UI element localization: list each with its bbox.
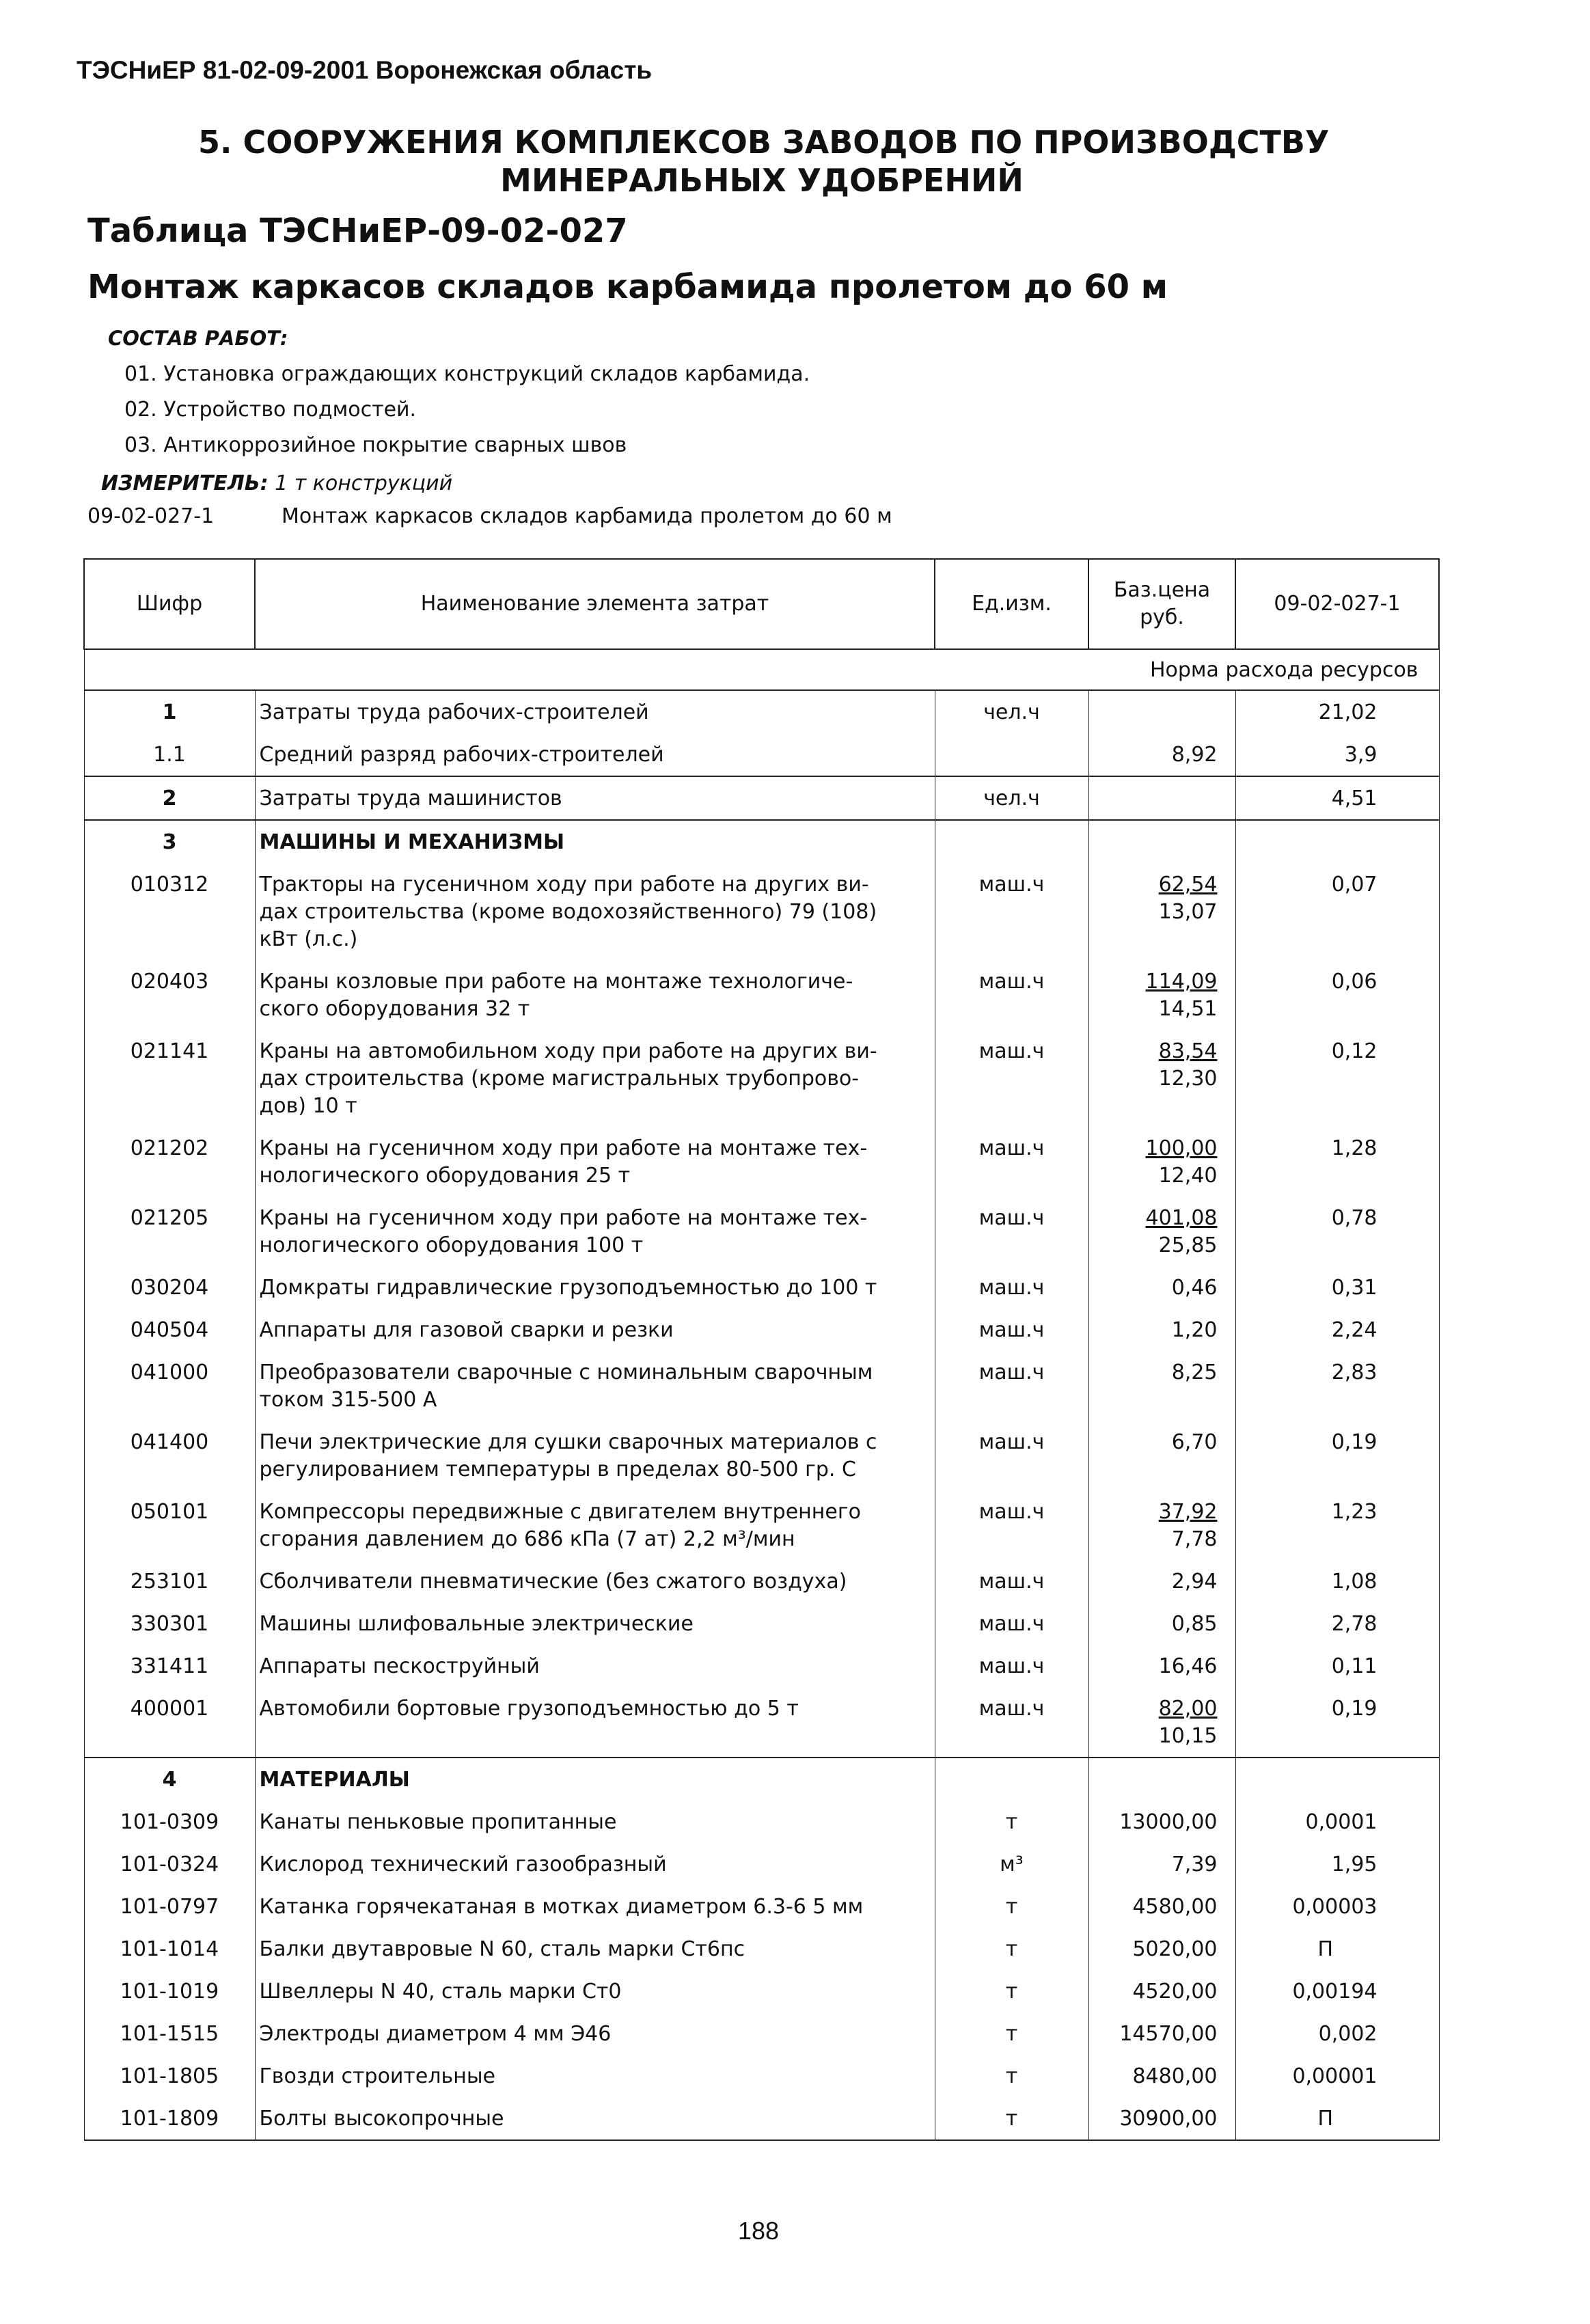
- price-base: 0,85: [1171, 1612, 1218, 1636]
- cell-norm: 3,9: [1235, 733, 1439, 776]
- cell-name-line: регулированием температуры в пределах 80-500 гр. С: [259, 1458, 856, 1481]
- cell-price: [1088, 1602, 1235, 1645]
- cell-name: [255, 1127, 935, 1197]
- price-base: 7,78: [1171, 1527, 1218, 1551]
- cell-name-line: нологического оборудования 25 т: [259, 1164, 631, 1188]
- cell-norm: 1,08: [1235, 1560, 1439, 1602]
- cell-name: [255, 1560, 935, 1602]
- table-row: [84, 1197, 1439, 1266]
- cell-unit: [935, 733, 1088, 776]
- cell-code: 101-1019: [84, 1970, 255, 2012]
- price-current: 100,00: [1145, 1136, 1218, 1160]
- cell-name-line: дах строительства (кроме водохозяйственного) 79 (108): [259, 900, 877, 924]
- cell-price: [1088, 1560, 1235, 1602]
- cell-name-line: кВт (л.с.): [259, 927, 358, 951]
- cell-norm: 0,0001: [1235, 1801, 1439, 1843]
- cell-unit: т: [935, 1928, 1088, 1970]
- materials-section-row: [84, 1758, 1439, 1801]
- table-row: [84, 1970, 1439, 2012]
- cell-norm: 0,19: [1235, 1687, 1439, 1758]
- cell-price: [1088, 1309, 1235, 1351]
- cell-name-line: Домкраты гидравлические грузоподъемностью до 100 т: [259, 1276, 877, 1300]
- cell-unit: т: [935, 1970, 1088, 2012]
- cell-unit: маш.ч: [935, 960, 1088, 1030]
- cell-name: Канаты пеньковые пропитанные: [255, 1801, 935, 1843]
- cell-norm: П: [1235, 1928, 1439, 1970]
- cell-code: 040504: [84, 1309, 255, 1351]
- cell-price: 4520,00: [1088, 1970, 1235, 2012]
- cell-price: [1088, 1687, 1235, 1758]
- cell-norm: 0,002: [1235, 2012, 1439, 2055]
- cell-unit: т: [935, 1801, 1088, 1843]
- cell-name: Затраты труда рабочих-строителей: [255, 690, 935, 733]
- cell-norm: 0,31: [1235, 1266, 1439, 1309]
- cell-unit: маш.ч: [935, 1687, 1088, 1758]
- cell-code: 1.1: [84, 733, 255, 776]
- cell-norm: 0,19: [1235, 1421, 1439, 1490]
- section-title: МАТЕРИАЛЫ: [255, 1758, 935, 1801]
- table-row: [84, 1801, 1439, 1843]
- cell-name-line: Преобразователи сварочные с номинальным сварочным: [259, 1361, 873, 1384]
- cell-name-line: дах строительства (кроме магистральных трубопрово-: [259, 1067, 860, 1091]
- table-row: [84, 1560, 1439, 1602]
- cell-name: [255, 1030, 935, 1127]
- cell-code: 2: [84, 776, 255, 820]
- col-header-unit: Ед.изм.: [935, 559, 1088, 649]
- cell-name: [255, 1645, 935, 1687]
- section-code: 3: [84, 820, 255, 863]
- price-base: 12,30: [1158, 1067, 1218, 1091]
- cell-norm: 0,78: [1235, 1197, 1439, 1266]
- price-base: 16,46: [1158, 1654, 1218, 1678]
- cell-price: 30900,00: [1088, 2097, 1235, 2140]
- cell-price: 7,39: [1088, 1843, 1235, 1885]
- norm-caption: Норма расхода ресурсов: [84, 649, 1439, 690]
- price-base: 1,20: [1171, 1318, 1218, 1342]
- table-row: [84, 1309, 1439, 1351]
- cell-name-line: Сболчиватели пневматические (без сжатого воздуха): [259, 1570, 847, 1594]
- works-list: [124, 362, 810, 469]
- cell-name: Средний разряд рабочих-строителей: [255, 733, 935, 776]
- page-number: 188: [737, 2217, 780, 2245]
- table-row: [84, 1030, 1439, 1127]
- cell-code: 101-1805: [84, 2055, 255, 2097]
- price-base: 13,07: [1158, 900, 1218, 924]
- cell-name-line: током 315-500 А: [259, 1388, 437, 1412]
- section-title-line2: МИНЕРАЛЬНЫХ УДОБРЕНИЙ: [500, 162, 1024, 199]
- cell-unit: м³: [935, 1843, 1088, 1885]
- cell-price: [1088, 1030, 1235, 1127]
- table-row: [84, 776, 1439, 820]
- table-row: [84, 863, 1439, 960]
- section-title-line1: 5. СООРУЖЕНИЯ КОМПЛЕКСОВ ЗАВОДОВ ПО ПРОИЗВОДСТВУ: [198, 124, 1330, 161]
- cell-price: [1088, 960, 1235, 1030]
- price-base: 25,85: [1158, 1233, 1218, 1257]
- cell-name: [255, 960, 935, 1030]
- cell-code: 101-0309: [84, 1801, 255, 1843]
- cell-norm: 2,24: [1235, 1309, 1439, 1351]
- cell-unit: т: [935, 2097, 1088, 2140]
- works-item: 02. Устройство подмостей.: [124, 398, 417, 422]
- table-row: [84, 2097, 1439, 2140]
- cell-price: 8,92: [1088, 733, 1235, 776]
- cell-unit: маш.ч: [935, 1351, 1088, 1421]
- cell-norm: 2,78: [1235, 1602, 1439, 1645]
- price-base: 14,51: [1158, 997, 1218, 1021]
- cell-name-line: Автомобили бортовые грузоподъемностью до 5 т: [259, 1697, 799, 1721]
- price-base: 10,15: [1158, 1724, 1218, 1748]
- section-title: [198, 123, 1330, 200]
- cell-name-line: Краны на гусеничном ходу при работе на монтаже тех-: [259, 1136, 868, 1160]
- table-row: [84, 1490, 1439, 1560]
- cell-name: Болты высокопрочные: [255, 2097, 935, 2140]
- table-row: [84, 960, 1439, 1030]
- table-code: Таблица ТЭСНиЕР-09-02-027: [87, 212, 628, 250]
- cell-code: 050101: [84, 1490, 255, 1560]
- cell-name: Гвозди строительные: [255, 2055, 935, 2097]
- cell-code: 400001: [84, 1687, 255, 1758]
- cell-price: [1088, 1197, 1235, 1266]
- table-row: [84, 1127, 1439, 1197]
- price-current: 114,09: [1145, 970, 1218, 994]
- cell-unit: т: [935, 2055, 1088, 2097]
- cell-unit: [935, 1758, 1088, 1801]
- table-row: [84, 1928, 1439, 1970]
- section-title: МАШИНЫ И МЕХАНИЗМЫ: [255, 820, 935, 863]
- cell-norm: 0,07: [1235, 863, 1439, 960]
- cell-price: [1088, 1127, 1235, 1197]
- cell-name: Затраты труда машинистов: [255, 776, 935, 820]
- cell-price: [1088, 1758, 1235, 1801]
- cell-price: 14570,00: [1088, 2012, 1235, 2055]
- meter-label: ИЗМЕРИТЕЛЬ:: [101, 471, 269, 495]
- table-row: [84, 1885, 1439, 1928]
- cell-norm: 0,00001: [1235, 2055, 1439, 2097]
- cell-name: [255, 1490, 935, 1560]
- cell-name-line: сгорания давлением до 686 кПа (7 ат) 2,2 м³/мин: [259, 1527, 795, 1551]
- cell-norm: 1,95: [1235, 1843, 1439, 1885]
- price-current: 83,54: [1158, 1039, 1218, 1063]
- cell-name: [255, 1602, 935, 1645]
- cell-unit: маш.ч: [935, 863, 1088, 960]
- cell-code: 101-0324: [84, 1843, 255, 1885]
- cell-norm: 4,51: [1235, 776, 1439, 820]
- meter-value: 1 т конструкций: [275, 471, 453, 495]
- cell-name-line: нологического оборудования 100 т: [259, 1233, 644, 1257]
- cell-name-line: Краны на гусеничном ходу при работе на монтаже тех-: [259, 1206, 868, 1230]
- cell-unit: чел.ч: [935, 776, 1088, 820]
- cell-code: 041400: [84, 1421, 255, 1490]
- table-row: [84, 2012, 1439, 2055]
- cell-name-line: Аппараты пескоструйный: [259, 1654, 540, 1678]
- cell-norm: 1,28: [1235, 1127, 1439, 1197]
- cell-unit: маш.ч: [935, 1490, 1088, 1560]
- col-header-name: Наименование элемента затрат: [255, 559, 935, 649]
- cell-name: [255, 1687, 935, 1758]
- table-row: [84, 1843, 1439, 1885]
- cell-unit: т: [935, 2012, 1088, 2055]
- norm-caption-row: [84, 649, 1439, 690]
- cell-norm: 2,83: [1235, 1351, 1439, 1421]
- col-header-price-line1: Баз.цена: [1113, 578, 1211, 602]
- cell-price: [1088, 1421, 1235, 1490]
- cell-price: [1088, 1351, 1235, 1421]
- cell-name: [255, 1309, 935, 1351]
- cell-price: 5020,00: [1088, 1928, 1235, 1970]
- cell-name-line: Тракторы на гусеничном ходу при работе на других ви-: [259, 873, 869, 897]
- subtable-name: Монтаж каркасов складов карбамида пролетом до 60 м: [282, 504, 892, 528]
- cell-unit: маш.ч: [935, 1309, 1088, 1351]
- works-heading: СОСТАВ РАБОТ:: [108, 327, 288, 350]
- price-base: 12,40: [1158, 1164, 1218, 1188]
- cell-price: [1088, 1645, 1235, 1687]
- cell-name: Катанка горячекатаная в мотках диаметром 6.3-6 5 мм: [255, 1885, 935, 1928]
- cell-price: 4580,00: [1088, 1885, 1235, 1928]
- cell-code: 101-1014: [84, 1928, 255, 1970]
- cell-name-line: дов) 10 т: [259, 1094, 357, 1118]
- works-item: 03. Антикоррозийное покрытие сварных швов: [124, 433, 627, 457]
- cell-name-line: Машины шлифовальные электрические: [259, 1612, 694, 1636]
- table-name: Монтаж каркасов складов карбамида пролетом до 60 м: [87, 268, 1168, 306]
- cell-name: [255, 1351, 935, 1421]
- cell-name: Балки двутавровые N 60, сталь марки Ст6пс: [255, 1928, 935, 1970]
- cell-code: 021202: [84, 1127, 255, 1197]
- cell-name: [255, 1421, 935, 1490]
- cell-unit: чел.ч: [935, 690, 1088, 733]
- col-header-price-line2: руб.: [1140, 605, 1184, 629]
- cell-norm: П: [1235, 2097, 1439, 2140]
- cell-code: 030204: [84, 1266, 255, 1309]
- cell-name-line: Краны козловые при работе на монтаже технологиче-: [259, 970, 853, 994]
- subtable-code: 09-02-027-1: [87, 504, 215, 528]
- table-row: [84, 1266, 1439, 1309]
- cell-norm: 1,23: [1235, 1490, 1439, 1560]
- cell-code: 330301: [84, 1602, 255, 1645]
- price-current: 82,00: [1158, 1697, 1218, 1721]
- cell-name: Кислород технический газообразный: [255, 1843, 935, 1885]
- cell-name-line: Печи электрические для сушки сварочных материалов с: [259, 1430, 877, 1454]
- cell-name-line: Краны на автомобильном ходу при работе на других ви-: [259, 1039, 877, 1063]
- cell-name-line: Аппараты для газовой сварки и резки: [259, 1318, 674, 1342]
- table-row: [84, 1421, 1439, 1490]
- price-base: 6,70: [1171, 1430, 1218, 1454]
- cell-unit: маш.ч: [935, 1127, 1088, 1197]
- cell-name: Швеллеры N 40, сталь марки Ст0: [255, 1970, 935, 2012]
- cell-price: [1088, 776, 1235, 820]
- cell-name: [255, 1266, 935, 1309]
- section-code: 4: [84, 1758, 255, 1801]
- cell-unit: маш.ч: [935, 1602, 1088, 1645]
- cell-price: [1088, 820, 1235, 863]
- table-row: [84, 690, 1439, 733]
- cell-price: [1088, 863, 1235, 960]
- cell-norm: 0,12: [1235, 1030, 1439, 1127]
- table-row: [84, 1351, 1439, 1421]
- cell-code: 253101: [84, 1560, 255, 1602]
- cell-name: [255, 863, 935, 960]
- price-current: 401,08: [1145, 1206, 1218, 1230]
- cell-name: [255, 1197, 935, 1266]
- price-current: 37,92: [1158, 1500, 1218, 1524]
- cell-unit: маш.ч: [935, 1560, 1088, 1602]
- cell-price: [1088, 1266, 1235, 1309]
- col-header-price: [1088, 559, 1235, 649]
- cell-norm: 0,11: [1235, 1645, 1439, 1687]
- cell-norm: 0,00194: [1235, 1970, 1439, 2012]
- cell-norm: [1235, 820, 1439, 863]
- price-base: 8,25: [1171, 1361, 1218, 1384]
- document-header: ТЭСНиЕР 81-02-09-2001 Воронежская область: [77, 56, 653, 84]
- cell-unit: маш.ч: [935, 1645, 1088, 1687]
- cell-norm: 0,06: [1235, 960, 1439, 1030]
- cell-unit: [935, 820, 1088, 863]
- works-item: 01. Установка ограждающих конструкций складов карбамида.: [124, 362, 810, 386]
- cell-unit: маш.ч: [935, 1030, 1088, 1127]
- cell-price: 13000,00: [1088, 1801, 1235, 1843]
- cell-norm: 0,00003: [1235, 1885, 1439, 1928]
- cell-unit: маш.ч: [935, 1197, 1088, 1266]
- cell-price: [1088, 690, 1235, 733]
- col-header-code: Шифр: [84, 559, 255, 649]
- cell-price: [1088, 1490, 1235, 1560]
- cell-name-line: ского оборудования 32 т: [259, 997, 530, 1021]
- table-row: [84, 1602, 1439, 1645]
- table-row: [84, 1645, 1439, 1687]
- meter: [101, 471, 452, 495]
- cell-code: 331411: [84, 1645, 255, 1687]
- cell-unit: т: [935, 1885, 1088, 1928]
- cell-code: 101-1809: [84, 2097, 255, 2140]
- machines-section-row: [84, 820, 1439, 863]
- cell-code: 021205: [84, 1197, 255, 1266]
- table-row: [84, 733, 1439, 776]
- cell-code: 1: [84, 690, 255, 733]
- cell-norm: 21,02: [1235, 690, 1439, 733]
- cell-code: 041000: [84, 1351, 255, 1421]
- cell-name: Электроды диаметром 4 мм Э46: [255, 2012, 935, 2055]
- table-row: [84, 2055, 1439, 2097]
- cell-price: 8480,00: [1088, 2055, 1235, 2097]
- table-row: [84, 1687, 1439, 1758]
- cell-code: 020403: [84, 960, 255, 1030]
- cell-code: 101-1515: [84, 2012, 255, 2055]
- col-header-norm: 09-02-027-1: [1235, 559, 1439, 649]
- cell-code: 021141: [84, 1030, 255, 1127]
- price-base: 2,94: [1171, 1570, 1218, 1594]
- cell-unit: маш.ч: [935, 1421, 1088, 1490]
- cell-norm: [1235, 1758, 1439, 1801]
- table-header-row: [84, 559, 1439, 649]
- cell-code: 101-0797: [84, 1885, 255, 1928]
- price-base: 0,46: [1171, 1276, 1218, 1300]
- price-current: 62,54: [1158, 873, 1218, 897]
- cell-name-line: Компрессоры передвижные с двигателем внутреннего: [259, 1500, 861, 1524]
- resource-table: [83, 558, 1440, 2141]
- cell-code: 010312: [84, 863, 255, 960]
- cell-unit: маш.ч: [935, 1266, 1088, 1309]
